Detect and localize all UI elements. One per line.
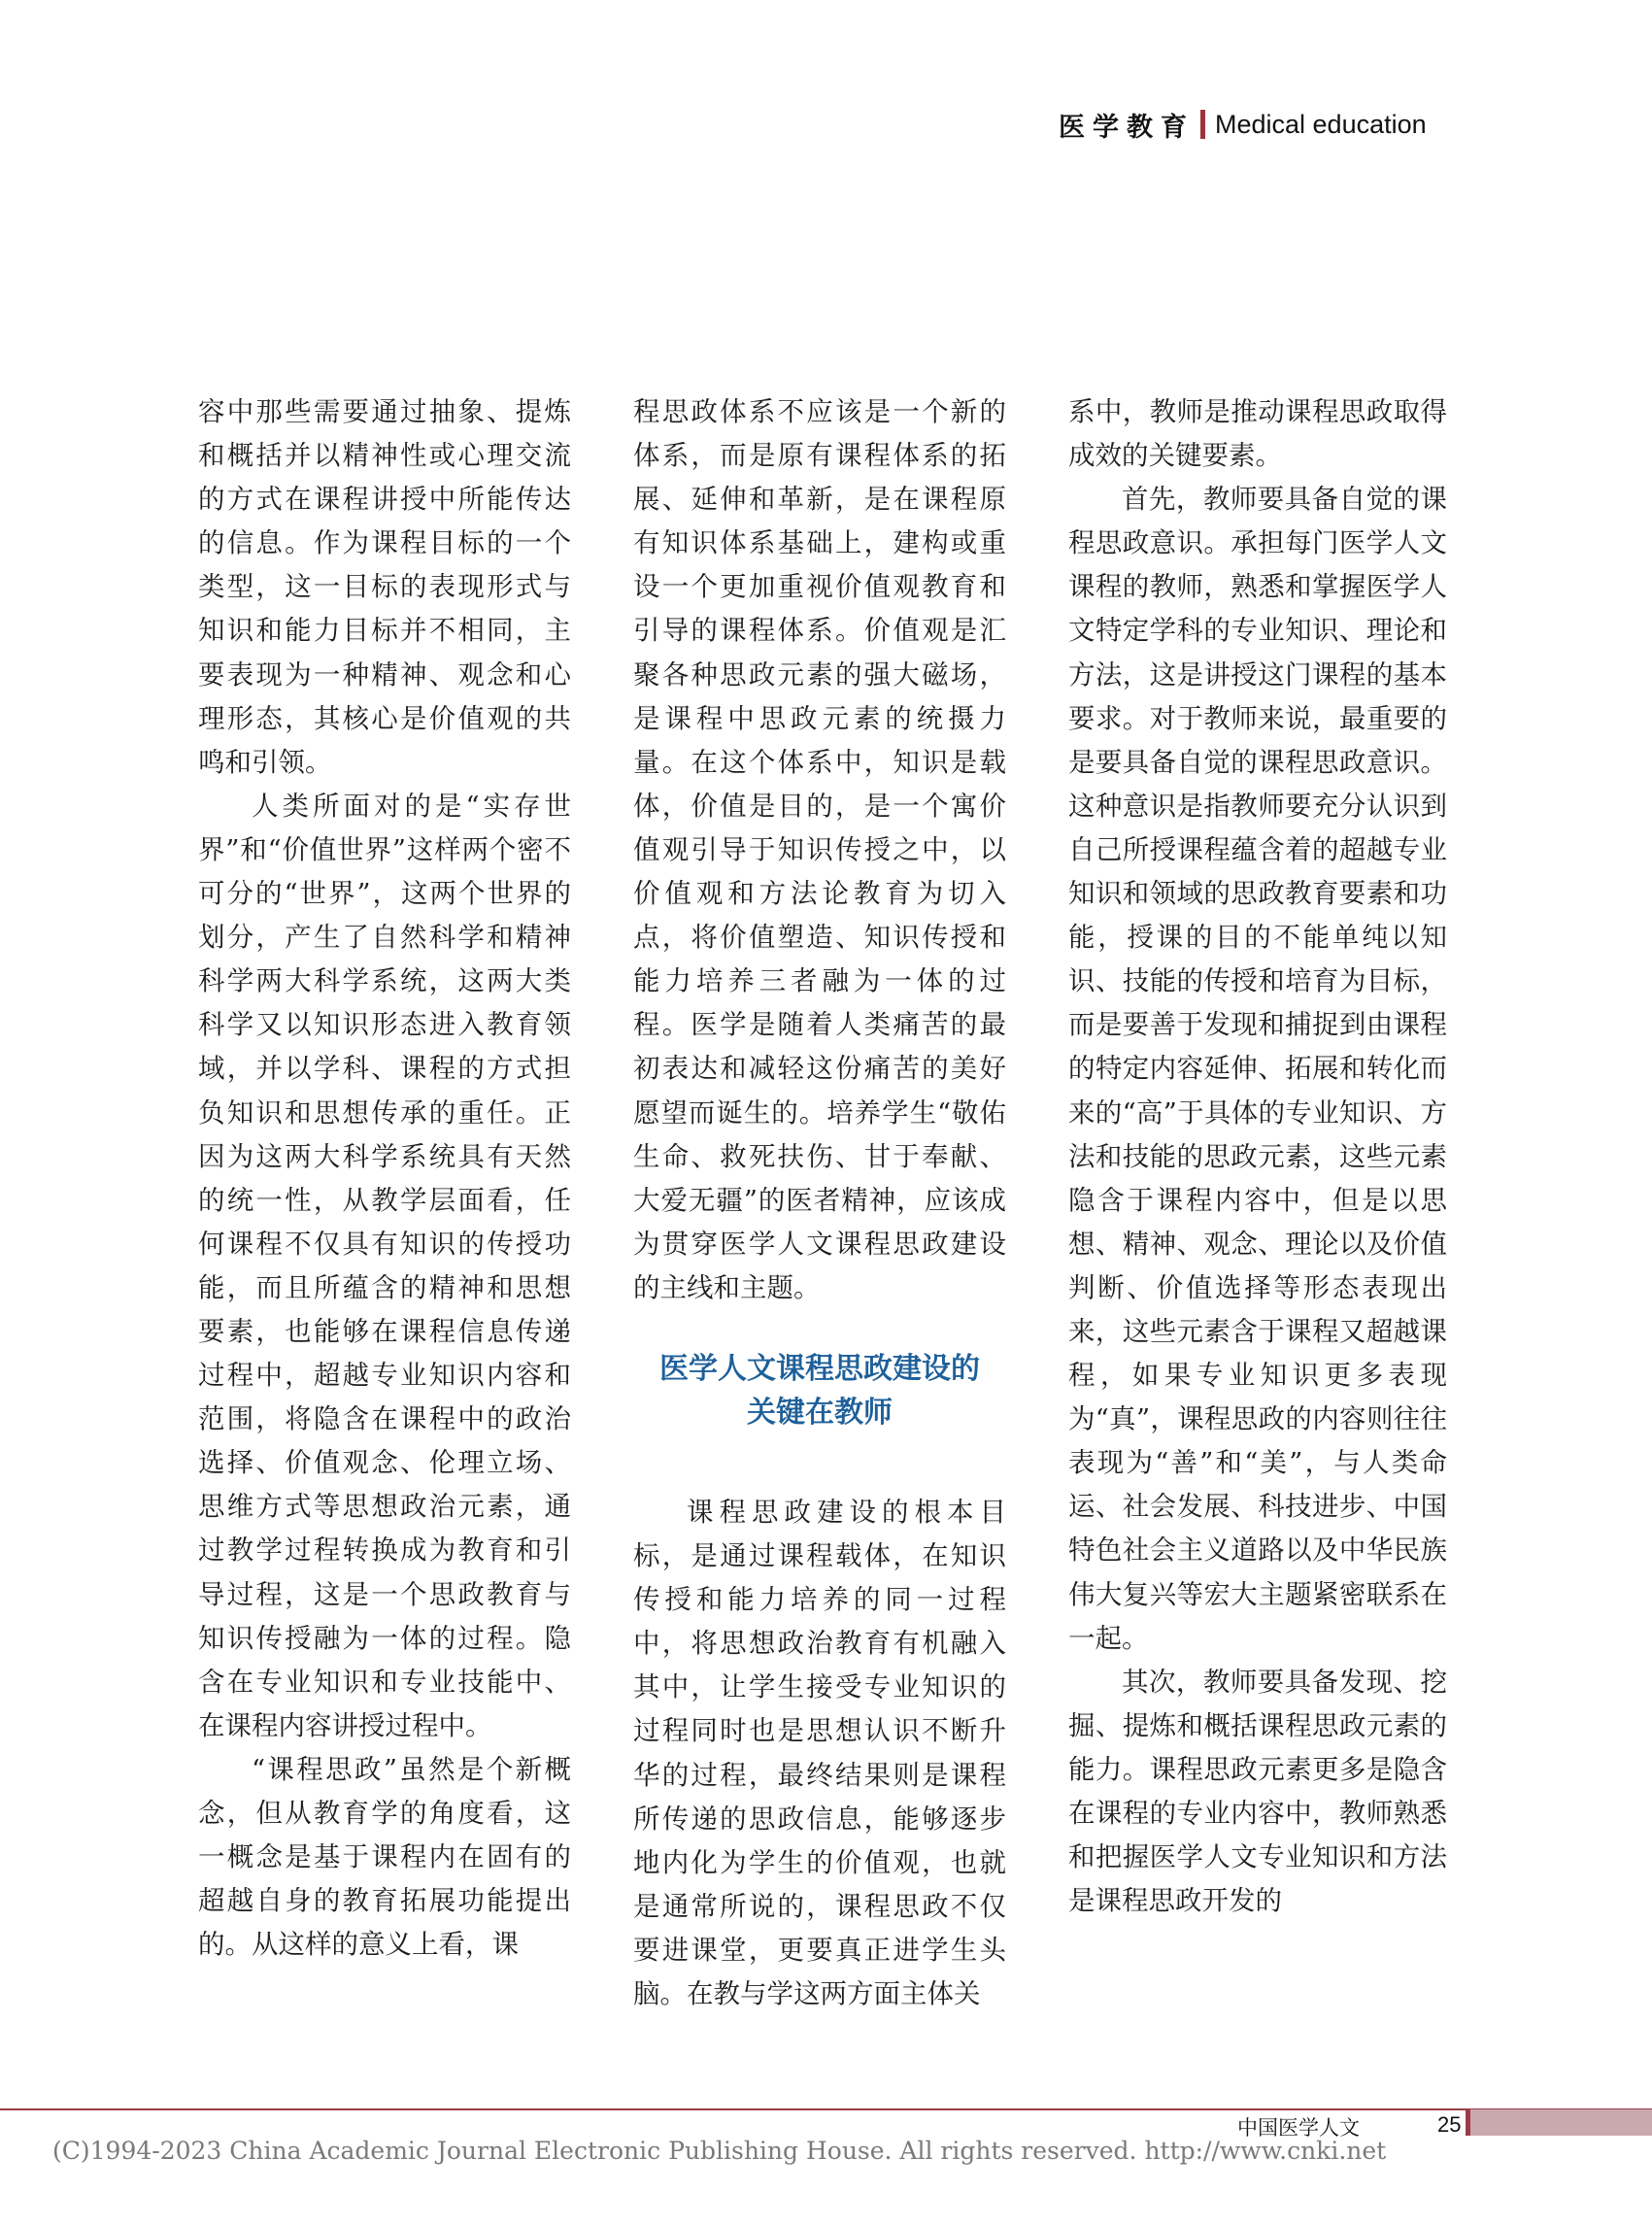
- paragraph: “课程思政”虽然是个新概念，但从教育学的角度看，这一概念是基于课程内在固有的超越自身的教育拓展功能提出的。从这样的意义上看，课: [198, 1753, 571, 1961]
- paragraph: 容中那些需要通过抽象、提炼和概括并以精神性或心理交流的方式在课程讲授中所能传达的信息。作为课程目标的一个类型，这一目标的表现形式与知识和能力目标并不相同，主要表现为一种精神、观念和心理形态，其核心是价值观的共鸣和引领。: [198, 396, 571, 778]
- page-number: 25: [1437, 2112, 1462, 2137]
- text-column-2: [633, 390, 1006, 2016]
- paragraph: 其次，教师要具备发现、挖掘、提炼和概括课程思政元素的能力。课程思政元素更多是隐含在课程的专业内容中，教师熟悉和把握医学人文专业知识和方法是课程思政开发的: [1068, 1666, 1447, 1917]
- paragraph: 课程思政建设的根本目标，是通过课程载体，在知识传授和能力培养的同一过程中，将思想政治教育有机融入其中，让学生接受专业知识的过程同时也是思想认识不断升华的过程，最终结果则是课程所传递的思政信息，能够逐步地内化为学生的价值观，也就是通常所说的，课程思政不仅要进课堂，更要真正进学生头脑。在教与学这两方面主体关: [633, 1496, 1006, 2009]
- copyright-notice: (C)1994-2023 China Academic Journal Electronic Publishing House. All rights reserved. http://www.cnki.net: [52, 2137, 1387, 2165]
- paragraph: 人类所面对的是“实存世界”和“价值世界”这样两个密不可分的“世界”，这两个世界的划分，产生了自然科学和精神科学两大科学系统，这两大类科学又以知识形态进入教育领域，并以学科、课程的方式担负知识和思想传承的重任。正因为这两大科学系统具有天然的统一性，从教学层面看，任何课程不仅具有知识的传授功能，而且所蕴含的精神和思想要素，也能够在课程信息传递过程中，超越专业知识内容和范围，将隐含在课程中的政治选择、价值观念、伦理立场、思维方式等思想政治元素，通过教学过程转换成为教育和引导过程，这是一个思政教育与知识传授融为一体的过程。隐含在专业知识和专业技能中、在课程内容讲授过程中。: [198, 790, 571, 1741]
- header-section-cn: 医学教育: [1059, 112, 1195, 143]
- footer-journal-name: 中国医学人文: [1237, 2116, 1360, 2140]
- paragraph: 首先，教师要具备自觉的课程思政意识。承担每门医学人文课程的教师，熟悉和掌握医学人文特定学科的专业知识、理论和方法，这是讲授这门课程的基本要求。对于教师来说，最重要的是要具备自觉的课程思政意识。这种意识是指教师要充分认识到自己所授课程蕴含着的超越专业知识和领域的思政教育要素和功能，授课的目的不能单纯以知识、技能的传授和培育为目标，而是要善于发现和捕捉到由课程的特定内容延伸、拓展和转化而来的“高”于具体的专业知识、方法和技能的思政元素，这些元素隐含于课程内容中，但是以思想、精神、观念、理论以及价值判断、价值选择等形态表现出来，这些元素含于课程又超越课程，如果专业知识更多表现为“真”，课程思政的内容则往往表现为“善”和“美”，与人类命运、社会发展、科技进步、中国特色社会主义道路以及中华民族伟大复兴等宏大主题紧密联系在一起。: [1068, 484, 1447, 1654]
- paragraph: 系中，教师是推动课程思政取得成效的关键要素。: [1068, 396, 1447, 472]
- paragraph: 程思政体系不应该是一个新的体系，而是原有课程体系的拓展、延伸和革新，是在课程原有知识体系基础上，建构或重设一个更加重视价值观教育和引导的课程体系。价值观是汇聚各种思政元素的强大磁场，是课程中思政元素的统摄力量。在这个体系中，知识是载体，价值是目的，是一个寓价值观引导于知识传授之中，以价值观和方法论教育为切入点，将价值塑造、知识传授和能力培养三者融为一体的过程。医学是随着人类痛苦的最初表达和减轻这份痛苦的美好愿望而诞生的。培养学生“敬佑生命、救死扶伤、甘于奉献、大爱无疆”的医者精神，应该成为贯穿医学人文课程思政建设的主线和主题。: [633, 396, 1006, 1303]
- running-header: [1059, 105, 1427, 144]
- section-heading-line1: 医学人文课程思政建设的: [659, 1351, 980, 1386]
- header-section-en: Medical education: [1215, 109, 1427, 139]
- footer-rule: [0, 2108, 1652, 2110]
- header-divider: [1200, 110, 1205, 139]
- footer-accent-block: [1470, 2109, 1652, 2136]
- section-heading: [633, 1347, 1006, 1434]
- text-column-1: [198, 390, 571, 1967]
- section-heading-line2: 关键在教师: [747, 1395, 893, 1430]
- text-column-3: [1068, 390, 1447, 1923]
